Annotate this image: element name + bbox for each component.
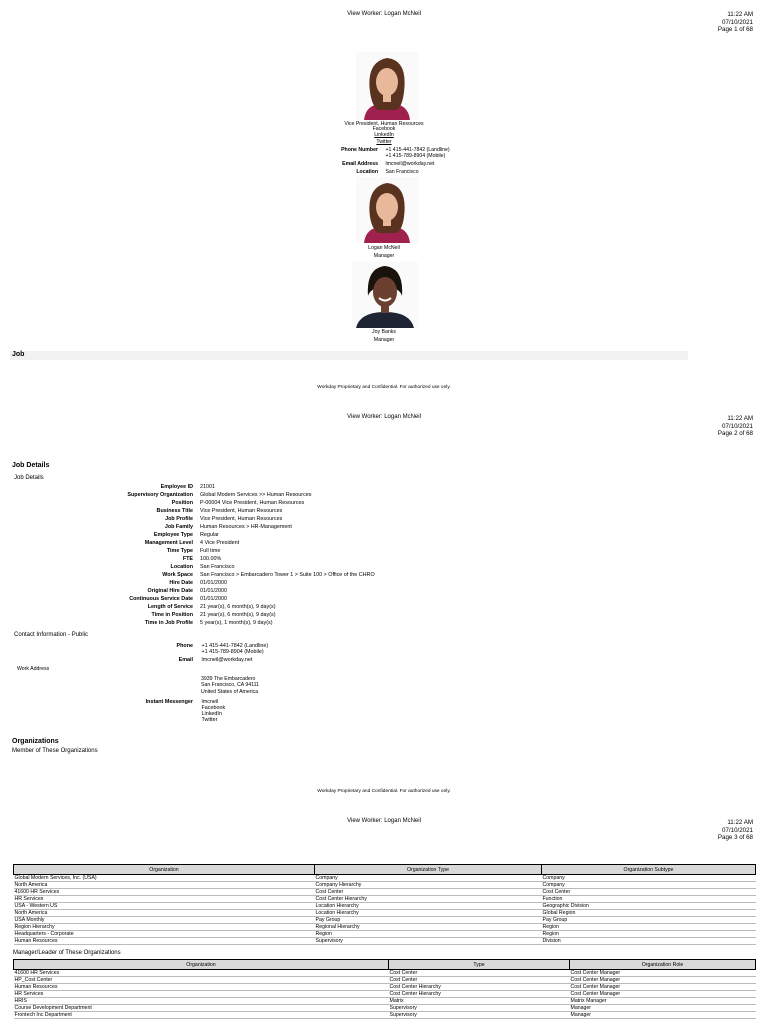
job-field-label: Job Profile xyxy=(165,516,193,522)
job-field-row xyxy=(73,612,276,618)
manager-organizations-body xyxy=(14,970,756,1019)
table-cell: Function xyxy=(542,896,756,903)
im-handle: lmcneil xyxy=(201,699,219,705)
job-field-value: 01/01/2000 xyxy=(200,596,227,602)
job-details-subheading: Job Details xyxy=(14,475,44,481)
manager-photo-logan xyxy=(356,177,418,243)
table-cell: Cost Center Manager xyxy=(570,984,756,991)
table-cell: Supervisory xyxy=(389,1012,570,1019)
job-field-label: Work Space xyxy=(162,572,193,578)
member-organizations-table xyxy=(13,864,756,945)
job-field-value: Vice President, Human Resources xyxy=(200,508,283,514)
table-cell: Cost Center xyxy=(542,889,756,896)
table-row xyxy=(14,903,756,910)
email-row xyxy=(300,161,500,167)
job-field-label: Business Title xyxy=(156,508,193,514)
job-field-value: 21 year(s), 6 month(s), 9 day(s) xyxy=(200,604,276,610)
job-field-value: San Francisco > Embarcadero Tower 1 > Suite 100 > Office of the CHRO xyxy=(200,572,375,578)
job-field-label: Time Type xyxy=(166,548,193,554)
job-heading: Job xyxy=(12,351,25,358)
organizations-heading: Organizations xyxy=(12,738,59,745)
table-cell: Company Hierarchy xyxy=(315,882,542,889)
job-field-value: Global Modern Services >> Human Resources xyxy=(200,492,312,498)
table-cell: Region xyxy=(542,931,756,938)
table-row xyxy=(14,970,756,977)
table-cell: Cost Center xyxy=(389,970,570,977)
table-cell: Cost Center Manager xyxy=(570,991,756,998)
im-linkedin[interactable]: LinkedIn xyxy=(201,711,222,717)
im-facebook[interactable]: Facebook xyxy=(201,705,226,711)
contact-email-label: Email xyxy=(178,657,193,663)
twitter-link[interactable]: Twitter xyxy=(376,138,392,145)
job-field-label: Position xyxy=(171,500,193,506)
job-field-value: Vice President, Human Resources xyxy=(200,516,283,522)
table-cell: Matrix xyxy=(389,998,570,1005)
location-row xyxy=(300,169,500,175)
page-3-date: 07/10/2021 xyxy=(722,826,753,834)
instant-messenger-label: Instant Messenger xyxy=(145,699,193,705)
table-row xyxy=(14,896,756,903)
email-value[interactable]: lmcneil@workday.net xyxy=(385,161,435,167)
table-cell[interactable]: Global Modern Services, Inc. (USA) xyxy=(14,875,315,882)
phone-landline: +1 415-441-7842 (Landline) xyxy=(385,147,450,153)
page-2-footer: Workday Proprietary and Confidential. For authorized use only. xyxy=(317,789,451,794)
job-field-value: 100.00% xyxy=(200,556,222,562)
member-organizations-body xyxy=(14,875,756,945)
work-address xyxy=(201,676,259,695)
job-field-value: Human Resources > HR-Management xyxy=(200,524,292,530)
table-cell: Manager xyxy=(570,1012,756,1019)
job-field-row xyxy=(73,580,227,586)
job-field-value: 4 Vice President xyxy=(200,540,240,546)
job-field-row xyxy=(73,588,227,594)
manager-col-type: Type xyxy=(389,960,570,970)
table-row xyxy=(14,991,756,998)
im-twitter[interactable]: Twitter xyxy=(201,717,218,723)
table-row xyxy=(14,1012,756,1019)
table-row xyxy=(14,977,756,984)
job-field-label: Time in Job Profile xyxy=(144,620,193,626)
contact-phone-mobile: +1 415-789-8904 (Mobile) xyxy=(201,649,264,655)
table-cell[interactable]: 41600 HR Services xyxy=(14,970,389,977)
member-col-type: Organization Type xyxy=(315,865,542,875)
table-cell: Cost Center Hierarchy xyxy=(315,896,542,903)
contact-phone-landline: +1 415-441-7842 (Landline) xyxy=(201,643,269,649)
job-field-label: Original Hire Date xyxy=(147,588,193,594)
table-cell: Manager xyxy=(570,1005,756,1012)
table-cell[interactable]: USA - Western US xyxy=(14,903,315,910)
page-1-footer: Workday Proprietary and Confidential. For authorized use only. xyxy=(317,385,451,390)
table-cell: Cost Center xyxy=(389,977,570,984)
job-field-value: 21 year(s), 6 month(s), 9 day(s) xyxy=(200,612,276,618)
contact-email-row xyxy=(73,657,252,663)
job-field-value: 5 year(s), 1 month(s), 9 day(s) xyxy=(200,620,273,626)
job-field-label: Employee ID xyxy=(160,484,193,490)
address-line-1: 3939 The Embarcadero xyxy=(201,676,256,682)
table-cell: Geographic Division xyxy=(542,903,756,910)
manager-name-logan[interactable]: Logan McNeil xyxy=(368,245,400,251)
instant-messenger-row xyxy=(73,699,225,723)
job-field-row xyxy=(73,548,220,554)
job-field-row xyxy=(73,516,282,522)
job-field-row xyxy=(73,556,221,562)
job-field-value: 01/01/2000 xyxy=(200,580,227,586)
job-field-label: Job Family xyxy=(164,524,193,530)
table-cell: Region xyxy=(542,924,756,931)
linkedin-link[interactable]: LinkedIn xyxy=(374,132,394,139)
table-cell[interactable]: Region Hierarchy xyxy=(14,924,315,931)
job-field-row xyxy=(73,564,234,570)
table-cell: Cost Center xyxy=(315,889,542,896)
job-field-row xyxy=(73,620,273,626)
phone-row xyxy=(300,147,500,160)
table-cell[interactable]: Course Development Department xyxy=(14,1005,389,1012)
table-cell[interactable]: Headquarters - Corporate xyxy=(14,931,315,938)
job-field-label: Location xyxy=(170,564,193,570)
job-field-label: Time in Position xyxy=(151,612,193,618)
table-cell: Location Hierarchy xyxy=(315,910,542,917)
member-col-organization: Organization xyxy=(14,865,315,875)
job-field-row xyxy=(73,500,304,506)
manager-col-organization: Organization xyxy=(14,960,389,970)
address-line-2: San Francisco, CA 94111 xyxy=(201,682,260,689)
location-value: San Francisco xyxy=(385,169,419,175)
table-cell: Cost Center Manager xyxy=(570,970,756,977)
page-3-title: View Worker: Logan McNeil xyxy=(347,818,421,824)
table-row xyxy=(14,882,756,889)
job-field-row xyxy=(73,484,215,490)
table-cell: Location Hierarchy xyxy=(315,903,542,910)
contact-phone-label: Phone xyxy=(176,643,193,649)
table-cell[interactable]: North America xyxy=(14,882,315,889)
page-3-time: 11:22 AM xyxy=(727,819,753,826)
page-1-time: 11:22 AM xyxy=(727,11,753,18)
page-1-title: View Worker: Logan McNeil xyxy=(347,11,421,17)
job-field-row xyxy=(73,532,219,538)
table-row xyxy=(14,984,756,991)
email-label: Email Address xyxy=(342,161,378,167)
job-field-value: P-00004 Vice President, Human Resources xyxy=(200,500,305,506)
page-2-title: View Worker: Logan McNeil xyxy=(347,414,421,420)
member-col-subtype: Organization Subtype xyxy=(542,865,756,875)
manager-photo-joy xyxy=(352,262,418,328)
table-cell[interactable]: Human Resources xyxy=(14,938,315,945)
table-cell: Company xyxy=(542,882,756,889)
table-cell[interactable]: HR Services xyxy=(14,991,389,998)
table-cell: Cost Center Hierarchy xyxy=(389,984,570,991)
member-organizations-heading: Member of These Organizations xyxy=(12,748,98,754)
job-field-value: 21001 xyxy=(200,484,215,490)
job-field-row xyxy=(73,524,292,530)
job-field-row xyxy=(73,508,282,514)
table-cell: Region xyxy=(315,931,542,938)
page-1-page-number: Page 1 of 68 xyxy=(717,26,753,34)
location-label: Location xyxy=(356,169,378,175)
manager-name-joy[interactable]: Joy Banks xyxy=(372,329,396,335)
work-address-label: Work Address xyxy=(17,666,50,672)
table-cell[interactable]: Frontech Inc Department xyxy=(14,1012,389,1019)
table-cell[interactable]: USA Monthly xyxy=(14,917,315,924)
manager-organizations-heading: Manager/Leader of These Organizations xyxy=(13,950,121,956)
table-cell[interactable]: HRIS xyxy=(14,998,389,1005)
table-row xyxy=(14,931,756,938)
table-cell: Regional Hierarchy xyxy=(315,924,542,931)
table-cell: Pay Group xyxy=(315,917,542,924)
job-field-label: Continuous Service Date xyxy=(129,596,193,602)
page-3-header-info xyxy=(718,819,753,842)
job-field-value: 01/01/2000 xyxy=(200,588,227,594)
job-field-label: Supervisory Organization xyxy=(127,492,193,498)
worker-position: Vice President, Human Resources xyxy=(344,121,424,127)
job-field-row xyxy=(73,572,375,578)
table-row xyxy=(14,1005,756,1012)
job-field-row xyxy=(73,604,276,610)
table-cell: Cost Center Hierarchy xyxy=(389,991,570,998)
table-row xyxy=(14,938,756,945)
table-cell: Matrix Manager xyxy=(570,998,756,1005)
table-cell: Company xyxy=(315,875,542,882)
job-field-label: Management Level xyxy=(144,540,193,546)
page-1-date: 07/10/2021 xyxy=(722,18,753,26)
job-field-row xyxy=(73,540,239,546)
table-cell[interactable]: Human Resources xyxy=(14,984,389,991)
job-field-label: Employee Type xyxy=(153,532,193,538)
page-2-date: 07/10/2021 xyxy=(722,422,753,430)
job-field-label: Length of Service xyxy=(147,604,193,610)
table-cell: Cost Center Manager xyxy=(570,977,756,984)
job-field-value: Full time xyxy=(200,548,221,554)
page-2-time: 11:22 AM xyxy=(727,415,753,422)
table-row xyxy=(14,875,756,882)
job-section-bar xyxy=(10,351,688,360)
job-field-label: Hire Date xyxy=(169,580,193,586)
contact-phone-row xyxy=(73,643,268,655)
job-field-label: FTE xyxy=(182,556,193,562)
table-cell: Supervisory xyxy=(315,938,542,945)
facebook-link[interactable]: Facebook xyxy=(372,126,396,132)
worker-photo xyxy=(356,52,418,120)
table-row xyxy=(14,998,756,1005)
page-3-page-number: Page 3 of 68 xyxy=(717,834,753,842)
table-row xyxy=(14,889,756,896)
manager-role-joy: Manager xyxy=(373,337,395,343)
contact-heading: Contact Information - Public xyxy=(14,632,89,638)
table-cell: Global Region xyxy=(542,910,756,917)
job-field-value: Regular xyxy=(200,532,219,538)
page-2-header-info xyxy=(718,415,753,438)
manager-organizations-table xyxy=(13,959,756,1019)
job-field-row xyxy=(73,596,227,602)
manager-col-role: Organization Role xyxy=(570,960,756,970)
table-cell[interactable]: HP_Cost Center xyxy=(14,977,389,984)
contact-email-value[interactable]: lmcneil@workday.net xyxy=(201,657,253,663)
table-row xyxy=(14,910,756,917)
job-details-heading: Job Details xyxy=(12,462,50,469)
table-cell: Company xyxy=(542,875,756,882)
job-field-value: San Francisco xyxy=(200,564,235,570)
social-links xyxy=(0,126,768,145)
table-cell: Supervisory xyxy=(389,1005,570,1012)
table-cell[interactable]: North America xyxy=(14,910,315,917)
table-cell: Division xyxy=(542,938,756,945)
address-line-3: United States of America xyxy=(201,688,259,695)
table-row xyxy=(14,924,756,931)
table-cell[interactable]: 41600 HR Services xyxy=(14,889,315,896)
table-cell[interactable]: HR Services xyxy=(14,896,315,903)
page-1-header-info xyxy=(718,11,753,34)
manager-role-logan: Manager xyxy=(373,253,395,259)
page-2-page-number: Page 2 of 68 xyxy=(717,430,753,438)
phone-mobile: +1 415-789-8904 (Mobile) xyxy=(385,153,446,160)
phone-label: Phone Number xyxy=(341,147,378,153)
table-cell: Pay Group xyxy=(542,917,756,924)
job-field-row xyxy=(73,492,311,498)
table-row xyxy=(14,917,756,924)
